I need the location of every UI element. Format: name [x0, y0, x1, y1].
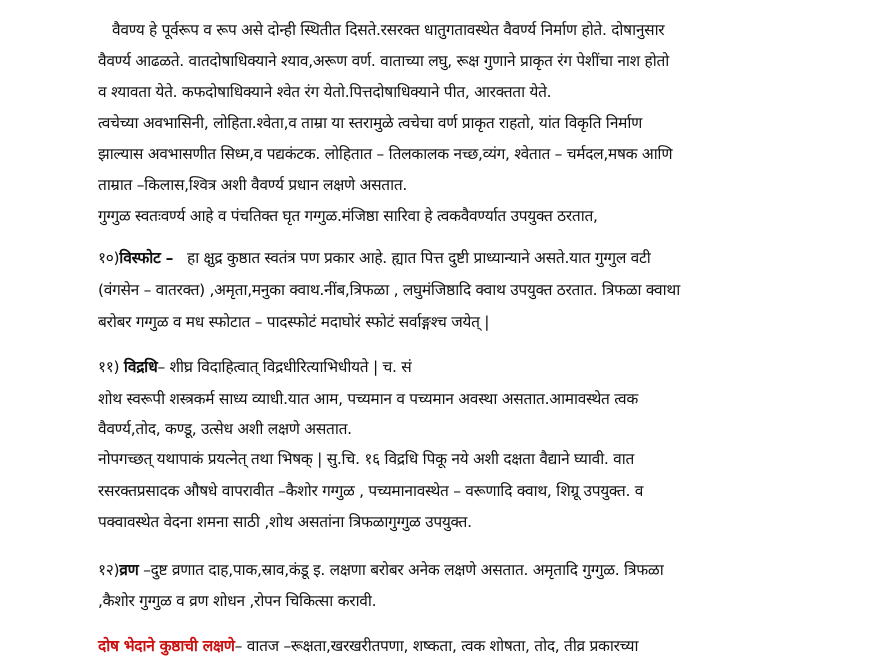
paragraph-line: ,कैशोर गुग्गुळ व व्रण शोधन ,रोपन चिकित्सा करावी. — [98, 592, 377, 610]
paragraph-line: (वंगसेन – वातरक्त) ,अमृता,मनुका क्वाथ.नींब,त्रिफळा , लघुमंजिष्ठादि क्वाथ उपयुक्त ठरतात. त्रिफळा क्वाथा — [98, 281, 681, 299]
paragraph-line: बरोबर गग्गुळ व मध स्फोटात – पादस्फोटं मदाघोरं स्फोटं सर्वाङ्गश्च जयेत् | — [98, 313, 490, 331]
paragraph-text: –दुष्ट व्रणात दाह,पाक,स्राव,कंडू इ. लक्षणा बरोबर अनेक लक्षणे असतात. अमृतादि गुग्गुळ. त्रिफळा — [143, 561, 664, 579]
paragraph-line: रसरक्तप्रसादक औषधे वापरावीत –कैशोर गग्गुळ , पच्यमानावस्थेत – वरूणादि क्वाथ, शिग्रू उपयुक्त. व — [98, 482, 644, 500]
paragraph-line: पक्वावस्थेत वेदना शमना साठी ,शोथ असतांना त्रिफळागुग्गुळ उपयुक्त. — [98, 513, 472, 531]
paragraph-line: झाल्यास अवभासणीत सिध्म,व पद्यकंटक. लोहितात – तिलकालक नच्छ,व्यंग, श्वेतात – चर्मदल,मषक आणि — [98, 145, 673, 163]
vidradhi-line — [98, 357, 411, 377]
dosha-line — [98, 636, 638, 656]
section-heading-visphota: विस्फोट – — [119, 249, 174, 267]
paragraph-line: वैवर्ण्य,तोद, कण्डू, उत्सेध अशी लक्षणे असतात. — [98, 420, 352, 438]
paragraph-line: व श्यावता येते. कफदोषाधिक्याने श्वेत रंग येतो.पित्तदोषाधिक्याने पीत, आरक्तता येते. — [98, 83, 552, 101]
paragraph-line: गुग्गुळ स्वतःवर्ण्य आहे व पंचतिक्त घृत गग्गुळ.मंजिष्ठा सारिवा हे त्वकवैवर्ण्यात उपयुक्त ठरतात, — [98, 207, 598, 225]
section-heading-vidradhi: विद्रधि — [123, 358, 158, 376]
section-heading-vrana: व्रण — [119, 561, 139, 579]
paragraph-text: हा क्षुद्र कुष्ठात स्वतंत्र पण प्रकार आहे. ह्यात पित्त दुष्टी प्राध्यान्याने असते.यात गुग्गुल वटी — [186, 249, 651, 267]
vrana-line — [98, 560, 663, 580]
paragraph-text: – वातज –रूक्षता,खरखरीतपणा, शष्कता, त्वक शोषता, तोद, तीव्र प्रकारच्या — [234, 637, 639, 655]
paragraph-line: त्वचेच्या अवभासिनी, लोहिता.श्वेता,व ताम्रा या स्तरामुळे त्वचेचा वर्ण प्राकृत राहतो, यांत विकृति निर्माण — [98, 114, 643, 132]
visphota-line — [98, 248, 651, 268]
paragraph-line: ताम्रात –किलास,श्वित्र अशी वैवर्ण्य प्रधान लक्षणे असतात. — [98, 176, 408, 194]
section-number: ११) — [98, 358, 120, 376]
paragraph-line: नोपगच्छत् यथापाकं प्रयत्नेत् तथा भिषक् | सु.चि. १६ विद्रधि पिकू नये अशी दक्षता वैद्याने घ्यावी. वात — [98, 450, 635, 468]
section-heading-dosha: दोष भेदाने कुष्ठाची लक्षणे — [98, 637, 235, 655]
paragraph-text: – शीघ्र विदाहित्वात् विद्रधीरित्याभिधीयते | च. सं — [157, 358, 412, 376]
paragraph-line: शोथ स्वरूपी शस्त्रकर्म साध्य व्याधी.यात आम, पच्यमान व पच्यमान अवस्था असतात.आमावस्थेत त्वक — [98, 390, 638, 408]
paragraph-line: वैवर्ण्य आढळते. वातदोषाधिक्याने श्याव,अरूण वर्ण. वाताच्या लघु, रूक्ष गुणाने प्राकृत रंग पेशींचा नाश होतो — [98, 52, 669, 70]
section-number: १०) — [98, 249, 120, 267]
section-number: १२) — [98, 561, 120, 579]
paragraph-line: वैवण्य हे पूर्वरूप व रूप असे दोन्ही स्थितीत दिसते.रसरक्त धातुगतावस्थेत वैवर्ण्य निर्माण होते. दोषानुसार — [112, 21, 665, 39]
